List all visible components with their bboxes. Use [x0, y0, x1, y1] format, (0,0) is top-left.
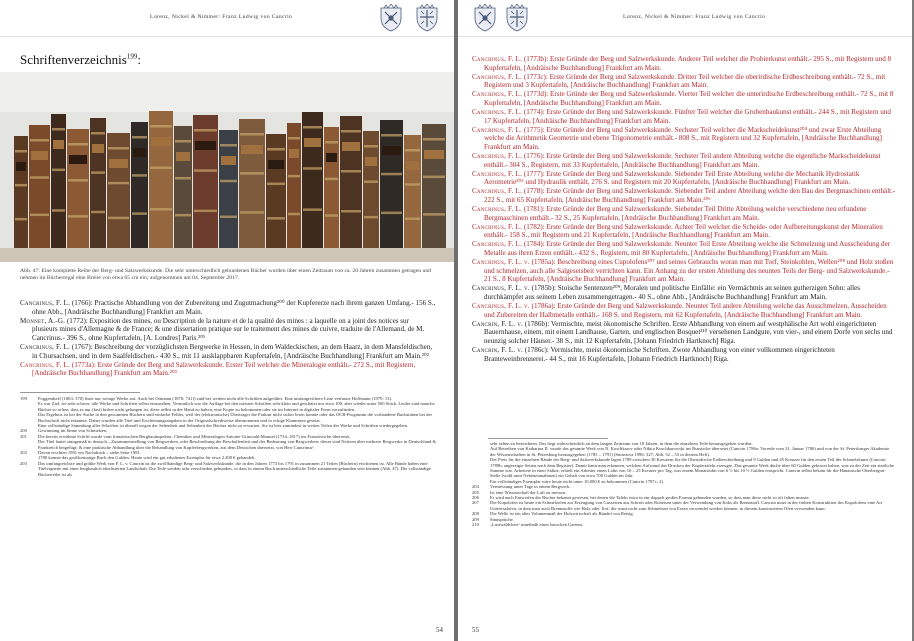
footnote-text: Die bereits erwähnte Schrift wurde vom französischen Bergbauinspektor, Chemiker und Mineralogen Antoine-Grimoald Monnet (1734–1817) ins Französische übersetzt.: [38, 433, 351, 439]
bibliography-list: [20, 299, 436, 378]
entry-author: Cancrinus, F. L. v.: [472, 302, 530, 311]
spine-band: [341, 210, 361, 213]
coat-of-arms-icon: [414, 4, 440, 32]
spine-label: [326, 153, 337, 162]
footnote: [20, 401, 440, 412]
entry-text: (1767): Beschreibung der vorzüglichsten Bergwerke in Hessen, in dem Waldeckischen, an dem Haarz, in dem Mansfeldischen, in Chursachsen, und in dem Saalfeldischen.- 430 S., mit 11 ausklappbaren Kupfertafeln, [Andräische Buchhandlung] Frankfurt am Main.²⁰²: [32, 342, 433, 360]
footnote-text: Der Titel lautet sinngemäß in deutsch: „Zusammenstellung von Bergwerken, oder Beschreibung der Beschaffenheit und der Bedeutung von Bergwerken: dieser sind Notizen über mehrere Bergwerke in Deutschland & Frankreich beigefügt; & eine praktische Abhandlung über die Behandlung von Kupferbergwerken, aus dem Deutschen übersetzt, von Herr Cancrinus“.: [38, 439, 437, 450]
footnote-number: 201: [20, 433, 27, 439]
bibliography-entry: [472, 223, 896, 240]
spine-band: [303, 208, 322, 211]
coat-of-arms-icon: [378, 4, 404, 32]
bibliography-entry: [472, 320, 896, 346]
footnote-number: 210: [472, 522, 479, 528]
spine-band: [175, 177, 191, 180]
spine-band: [68, 143, 88, 146]
footnote-text: Das Ergebnis ist bei der Suche in den gescannten Büchern sind einfache Fehler, weil der (elektronische) Übertrager die Fraktur nicht sicher lesen konnte oder das OCR-Programm die vorhandene Buchstaben bei der Buchschrift nicht erkannte. Daher wurden alle Titel und Erscheinungsangaben in der Originalschreibweise übernommen und in eckige Klammern gesetzt.: [38, 412, 433, 423]
footnote-number: 203: [20, 460, 27, 466]
spine-label: [365, 157, 377, 166]
spine-band: [341, 170, 361, 173]
spine-label: [31, 151, 48, 160]
spine-band: [132, 136, 147, 139]
spine-band: [52, 128, 65, 131]
entry-text: (1781): Erste Gründe der Berg und Salzwerkskunde. Siebender Teil Dritte Abteilung welche verschiedene neu erfundene Bergmaschinen enthält.- 32 S., 25 Kupfertafeln, [Andräische Buchhandlung] Frankfurt am Main.: [484, 205, 867, 222]
footnote-number: 204: [472, 484, 479, 490]
running-head: Lorenz, Nickel & Nimmer: Franz Ludwig von Cancrin: [623, 14, 766, 20]
spine-label: [241, 145, 263, 154]
spine-band: [341, 130, 361, 133]
entry-author: Cancrinus, F. L.: [472, 125, 523, 134]
book-spine: [380, 120, 403, 248]
bibliography-entry: [472, 170, 896, 187]
spine-band: [288, 137, 300, 140]
bibliography-list: [472, 55, 896, 364]
footnote-number: 209: [472, 516, 479, 522]
bookshelf-photo: [0, 72, 454, 262]
spine-band: [15, 184, 27, 187]
book-spine: [340, 116, 362, 248]
spine-label: [289, 149, 299, 158]
spine-band: [68, 215, 88, 218]
spine-label: [69, 155, 87, 164]
entry-author: Cancrinus, F. L.: [20, 299, 71, 307]
entry-author: Cancrinus, F. L. v.: [472, 258, 530, 267]
bibliography-entry: [20, 299, 436, 316]
book-spine: [302, 112, 323, 248]
spine-label: [221, 156, 236, 165]
footnote-text: Er wird auch Entwerfen der Bücher bekannt gewesen, bei denen die Tafeln extra in ein doppelt großes Format gebunden wurden, so dass man diese nicht so oft falten musste.: [490, 495, 810, 501]
footnote-text: Der Preis für die einzelnen Bände der Berg- und Salzwerkskunde lagen 1789 zwischen 30 Kreuzern für die Oberirdische Erdbeschreibung und 9 Gulden und 45 Kreuzer für den ersten Teil der Schmelzkunst (Cancrin 1789b: angezeigte Seiten nach dem Register). Damit kann man erkennen, welchen Aufwand das Drucken der Kupfertafeln erzeugte. Das gesamte Werk dürfte über 60 Gulden gekostet haben, was zu der Zeit ein stattliche Summe war. Arbeitete in einer Saline, erhielt ein Arbeiter einen Lohn von 16 – 25 Kreuzer pro Tag, was einem Monatslohn von 6 ½ bis 10 ½ Gulden entspricht. Cancrin selbst bekam für die Hanauische Oberbergrat-Stelle (wohl samt Nebeneinnahmen) ein Gehalt von etwa 700 Gulden im Jahr.: [490, 457, 895, 479]
entry-text: (1772): Exposition des mines, ou Description de la nature et de la qualité des mines : a laquelle on a joint des notices sur plusieurs mines d'Allemagne & de France; & une dissertation pratique sur le traitement des mines de cuivre, traduite de l'Allemand, de M. Cancrinus.- 396 S., ohne Kupfertafeln, [A. Londres] Paris.²⁰¹: [32, 316, 425, 342]
footnote-text: Auf Betreiben von Katharina II. wurde das gesamte Werk von N. Koschkarov oder Nikita Koschkarowski ins Russische übersetzt (Cancrin 1786a: Vorrede vom 31. Januar 1786) und von der St. Petersburger Akademie der Wissenschaften in St. Petersburg herausgegeben (1785 – 1791) (Smirnova 1996: 327; Abb. 52 – 53 in diesem Heft).: [490, 446, 890, 457]
running-head: Lorenz, Nickel & Nimmer: Franz Ludwig von Cancrin: [150, 14, 293, 20]
entry-author: Cancrin, F. L. v.: [472, 346, 524, 355]
spine-band: [423, 176, 445, 179]
spine-band: [381, 212, 402, 215]
spine-band: [220, 180, 237, 183]
coat-of-arms-icon: [504, 4, 530, 32]
footnote: [20, 412, 440, 423]
spine-band: [325, 214, 338, 217]
spine-band: [405, 149, 420, 152]
spine-label: [382, 146, 401, 155]
entry-text: (1773c): Erste Gründe der Berg und Salzwerkskunde. Dritter Teil welcher die oberirdische Erdbeschreibung enthält.- 72 S., mit Registern und 3 Kupfertafeln, [Andräische Buchhandlung] Frankfurt am Main.: [484, 72, 886, 90]
spine-band: [288, 175, 300, 178]
spine-band: [220, 144, 237, 147]
spine-band: [68, 179, 88, 182]
spine-band: [381, 173, 402, 176]
spine-band: [240, 172, 264, 175]
entry-text: (1786a): Erste Gründe der Berg und Salzwerkskunde. Neunter Teil andere Abteilung welche das Ausschmelzen, Ausscheiden und Zubereiten der Halbmetalle enthält.- 168 S. und Registern, mit 62 Kupfertafeln, [Andräische Buchhandlung] Frankfurt am Main.: [484, 302, 887, 319]
footnote-text: Poggendorff (1863: 370) listet nur wenige Werke auf. Auch bei Ottmann (1876: 741f) sind bei weitem nicht alle Schriften aufgeführt. Eine umfangreichere Liste verfasste Hoffmann (1979: 13).: [38, 396, 393, 401]
book-spine: [239, 119, 265, 248]
entry-text: (1785b): Stoische Sentenzen²⁰⁹, Moralen und politische Einfälle: ein Vermächtnis an seinen gutherzigen Sohn: alles durchkämpfet aus seinem Leben zusammengetragen.- 40 S., ohne Abb., [Andräische Buchhandlung] Frankfurt am Main.: [484, 284, 861, 302]
bibliography-entry: [472, 90, 896, 107]
entry-text: (1782): Erste Gründe der Berg und Salzwerkskunde. Achter Teil welcher die Scheide- oder Aufbereitungskunst der Mineralien enthält.- 158 S., mit Registern und 21 Kupfertafeln, [Andräische Buchhandlung] Frankfurt am Main.: [484, 222, 883, 240]
section-title: Schriftenverzeichnis$^{199}$:: [20, 52, 141, 67]
book-spine: [67, 129, 89, 248]
spine-label: [53, 140, 64, 149]
spine-label: [406, 161, 419, 170]
entry-author: Cancrinus, F. L.: [20, 360, 71, 369]
entry-text: (1784): Erste Gründe der Berg und Salzwerkskunde. Neunter Teil Erste Abteilung welche die Schmelzung und Ausscheidung der Metalle aus ihren Erzen enthält.- 432 S., Registern, mit 80 Kupfertafeln, [Andräische Buchhandlung] Frankfurt am Main.: [484, 240, 891, 258]
bibliography-entry: [20, 361, 436, 378]
footnote: [20, 439, 440, 450]
entry-text: (1773a): Erste Gründe der Berg und Salzwerkskunde. Erster Teil welcher die Mineralogie enthält.- 272 S., mit Registern, [Andräische Buchhandlung] Frankfurt am Main.²⁰³: [32, 360, 416, 378]
entry-author: Cancrinus, F. L.: [472, 72, 523, 81]
figure-caption: Abb. 47: Eine komplette Reihe der Berg- und Salzwerkskunde. Die sehr unterschiedlich gebundenen Bücher wurden über einen Zeitraum von ca. 20 Jahren zusammen getragen und nehmen im Bücherregal eine Breite von etwa 65 cm ein; aufgenommen am 04. September 2017.: [20, 268, 432, 282]
footnotes: [472, 441, 896, 528]
spine-band: [303, 167, 322, 170]
bibliography-entry: [472, 152, 896, 169]
entry-text: (1774): Erste Gründe der Berg und Salzwerkskunde. Fünfter Teil welcher die Grubenbaukunst enthält.- 244 S., mit Registern und 17 Kupfertafeln, [Andräische Buchhandlung] Frankfurt am Main.: [484, 108, 891, 125]
entry-text: (1786b): Vermischte, meist ökonomische Schriften. Erste Abhandlung von einem auf westphälische Art wohl eingerichteten Bauernhause, einem, mit einem Landhause, Garten, und englischen Bosquet²¹⁰ versehenen Landgute, von vier-, und einem Dorfe von sechs und neunzig solcher Häuser.- 38 S., mit 12 Kupfertafeln, [Johann Friedrich Hartknoch] Riga.: [484, 319, 893, 345]
footnote-text: Ist eine Wissenschaft der Luft zu messen.: [490, 489, 567, 495]
book-spine: [107, 133, 130, 248]
footnote-text: Eine vollständige Sammlung aller Schriften ist überall wegen der Seltenheit und Seltenheit der Bücher nicht zu erwarten. Sie ist hier zumindest in weiten Teilen der Werke und Schriften wiedergegeben.: [38, 423, 409, 429]
footnote-text: sehr selten zu bezeichnen. Das liegt wahrscheinlich an dem langen Zeitraum von 18 Jahren, in dem die einzelnen Teile herausgegeben wurden.: [490, 441, 753, 446]
spine-band: [15, 218, 27, 221]
entry-author: Cancrinus, F. L.: [472, 169, 523, 178]
footnote-rule: [20, 392, 140, 393]
entry-author: Monnet, A.-G.: [20, 316, 66, 325]
bibliography-entry: [20, 317, 436, 343]
footnote-number: 206: [472, 495, 479, 501]
footnote-text: Sinnsprüche.: [490, 516, 514, 522]
footnote-ref: 199: [126, 52, 138, 61]
bibliography-entry: [472, 258, 896, 284]
spine-band: [364, 180, 378, 183]
footnote-number: 205: [472, 489, 479, 495]
bibliography-entry: [472, 126, 896, 152]
spine-band: [150, 167, 172, 170]
footnote-number: 200: [20, 428, 27, 434]
footnote-text: „Lustwäldchen“ innerhalb eines barocken Gartens.: [490, 522, 584, 528]
footnote: [472, 457, 896, 479]
bibliography-entry: [472, 284, 896, 301]
spine-band: [91, 132, 105, 135]
spine-band: [288, 213, 300, 216]
spine-band: [15, 150, 27, 153]
footnote-text: Vermessung unter Tage in einem Bergwerk.: [490, 484, 571, 490]
spine-label: [195, 141, 216, 150]
footnote-text: 1780 konnte das großformatige Buch den Gulden. Heute wird ein gut erhaltenes Exemplar für etwa 2.200 € gehandelt.: [38, 455, 256, 461]
spine-band: [267, 183, 285, 186]
spine-label: [16, 162, 26, 171]
spine-label: [268, 160, 284, 169]
spine-band: [194, 210, 217, 213]
spine-band: [194, 129, 217, 132]
entry-text: (1777): Erste Gründe der Berg und Salzwerkskunde. Siebender Teil Erste Abteilung welche die Mechanik Hydrostatik Aerometrie²⁰⁵ und Hydraulik enthält, 276 S. und Registern mit 20 Kupfertafeln, [Andräische Buchhandlung] Frankfurt am Main.: [484, 169, 860, 187]
header-rule: [0, 36, 454, 37]
spine-band: [405, 183, 420, 186]
footnote-text: Der Kupolofen ist heute ein Schmelzofen zur Erzeugung von Gusseisen aus Schrott oder Roheisen unter der Verwendung von Koks als Brennstoff. Cancrin nutzt in der frühen Konstruktion des Kupolofens eine Art Universalofen, in dem man auch Brennstoffe wie Holz oder Torf, die sonst nicht zum Schmelzen von Erzen verwendet werden können, in diesem konstruierten Ofen verwenden kann.: [490, 500, 883, 511]
entry-author: Cancrinus, F. L.: [472, 187, 523, 196]
spine-band: [150, 125, 172, 128]
book-spine: [29, 125, 50, 248]
bibliography-entry: [472, 55, 896, 72]
entry-author: Cancrinus, F. L.: [472, 222, 523, 231]
spine-band: [150, 208, 172, 211]
book-spine: [193, 115, 218, 248]
footnote-number: 199: [20, 396, 27, 401]
bibliography-entry: [20, 343, 436, 360]
footnote: [472, 500, 896, 511]
spine-band: [220, 216, 237, 219]
footnote-number: 207: [472, 500, 479, 506]
spine-band: [30, 214, 49, 217]
entry-text: (1785a): Beschreibung eines Cupolofens²⁰⁷ und seines Gebrauchs woran man mit Torf, Steinkohlen, Wellen²⁰⁸ und Holz stoßen und schmelzen, auch alle Salgeseisbeit verrichten kann. Ein Anhang zu der ersten Abteilung des neunten Teils der Berg- und Salzwerkskunde.- 21 S., 8 Kupfertafeln, [Andräische Buchhandlung] Frankfurt am Main.: [484, 258, 894, 284]
spine-band: [267, 148, 285, 151]
spine-band: [175, 140, 191, 143]
entry-text: (1775): Erste Gründe der Berg und Salzwerkskunde. Sechster Teil welcher die Markscheidekunst²⁰⁴ und zwar Erste Abteilung welche die Arithmetik Geometrie und ebene Trigonometrie enthält.- 808 S., mit Registern und 32 Kupfertafeln, [Andräische Buchhandlung] Frankfurt am Main.: [484, 125, 882, 151]
spine-band: [52, 169, 65, 172]
entry-text: (1776): Erste Gründe der Berg und Salzwerkskunde. Sechster Teil andere Abteilung welche die eigentliche Markscheidekunst enthält.- 304 S., Registern, mit 33 Kupfertafeln, [Andräische Buchhandlung] Frankfurt am Main.: [484, 152, 881, 169]
footnote-text: Die Welle ist ein altes Volumenmaß der Holzwirtschaft als Bündel von Reisig.: [490, 511, 634, 517]
footnote-text: Davon erschien 1981 ein Nachdruck – siehe Seite 1981.: [38, 450, 141, 456]
footnotes: [20, 396, 440, 477]
footnote-text: Das umfangreichste und größte Werk von F. L. v. Cancrin ist die zwölfbändige Berg- und Salzwerkskunde, die in den Jahren 1773 bis 1791 in zusammen 21 Teilen (Büchern) erschienen ist. Alle Bände haben eine Titelvignette mit einer bergbaulich idealisierten Landschaft. Die Teile werden sehr verschieden gebunden, so dass in einem Buch unterschiedliche Teile zusammen gebunden sein können (Abb. 47). Die vollständige Bücherreihe ist als: [38, 460, 431, 477]
spine-band: [423, 138, 445, 141]
spine-band: [30, 139, 49, 142]
entry-text: (1773d): Erste Gründe der Berg und Salzwerkskunde. Vierter Teil welcher die unterirdische Erdbeschreibung enthält.- 72 S., mit 8 Kupfertafeln, [Andräische Buchhandlung] Frankfurt am Main.: [484, 90, 894, 107]
page-number: 55: [472, 626, 479, 634]
spine-label: [176, 152, 190, 161]
spine-label: [92, 144, 104, 153]
entry-author: Cancrin, F. L. v.: [472, 319, 524, 328]
entry-author: Cancrinus, F. L. v.: [472, 284, 530, 293]
entry-author: Cancrinus, F. L.: [472, 55, 523, 63]
spine-band: [267, 217, 285, 220]
entry-author: Cancrinus, F. L.: [472, 205, 523, 214]
bibliography-entry: [472, 73, 896, 90]
page-number: 54: [436, 626, 443, 634]
spine-label: [424, 150, 444, 159]
spine-band: [381, 134, 402, 137]
entry-text: (1773b): Erste Gründe der Berg und Salzwerkskunde. Anderer Teil welcher die Probierkunst enthält.- 295 S., mit Registern und 8 Kupfertafeln, [Andräische Buchhandlung] Frankfurt am Main.: [484, 55, 892, 72]
footnote: [472, 522, 896, 527]
spine-band: [303, 126, 322, 129]
spine-band: [108, 147, 129, 150]
spine-label: [342, 142, 360, 151]
spine-band: [132, 212, 147, 215]
book-spine: [324, 127, 339, 248]
footnote: [472, 446, 896, 457]
coat-of-arms-icon: [472, 4, 498, 32]
bibliography-entry: [472, 205, 896, 222]
entry-author: Cancrinus, F. L.: [472, 90, 523, 99]
bibliography-entry: [472, 240, 896, 257]
spine-label: [133, 148, 146, 157]
spine-band: [91, 211, 105, 214]
spine-band: [240, 211, 264, 214]
spine-band: [132, 174, 147, 177]
left-page: [0, 0, 454, 641]
bibliography-entry: [472, 302, 896, 319]
footnote-number: 208: [472, 511, 479, 517]
footnote-rule: [488, 438, 608, 439]
footnote-number: 202: [20, 450, 27, 456]
book-spine: [174, 126, 192, 248]
footnote-text: Gewinnung im Sinne von Schmelzen.: [38, 428, 108, 434]
entry-text: (1778): Erste Gründe der Berg und Salzwerkskunde. Siebender Teil andere Abteilung welche den Bau des Bergmaschinen enthält.- 222 S., mit 65 Kupfertafeln, [Andräische Buchhandlung] Frankfurt am Main.²⁰⁶: [484, 187, 896, 204]
spine-band: [364, 216, 378, 219]
book-spine: [363, 131, 379, 248]
book-spine: [131, 122, 148, 248]
header-rule: [458, 36, 912, 37]
spine-band: [240, 133, 264, 136]
bibliography-entry: [472, 187, 896, 204]
spine-band: [91, 171, 105, 174]
entry-author: Cancrinus, F. L.: [472, 240, 523, 249]
spine-band: [52, 209, 65, 212]
right-page: [458, 0, 912, 641]
book-spine: [219, 130, 238, 248]
entry-author: Cancrinus, F. L.: [472, 152, 523, 161]
spine-label: [151, 137, 171, 146]
spine-band: [108, 217, 129, 220]
spine-band: [175, 214, 191, 217]
footnote: [20, 461, 440, 477]
footnote-text: Ein vollständiges Exemplar wäre heute nicht unter 10.000 € zu bekommen (Cancrin 1787c: 2).: [490, 478, 665, 484]
spine-band: [108, 182, 129, 185]
spine-band: [405, 217, 420, 220]
book-spine: [90, 118, 106, 248]
book-spine: [287, 123, 301, 248]
spine-band: [194, 169, 217, 172]
spine-label: [304, 138, 321, 147]
book-spine: [422, 124, 446, 248]
bibliography-entry: [472, 346, 896, 363]
spine-band: [423, 213, 445, 216]
entry-author: Cancrinus, F. L.: [20, 342, 71, 351]
spine-band: [364, 145, 378, 148]
bibliography-entry: [472, 108, 896, 125]
book-spine: [14, 136, 28, 248]
book-spine: [404, 135, 421, 248]
entry-text: (1786c): Vermischte, meist ökonomische Schriften. Zwote Abhandlung von einer vollkommen eingerichteten Branteweinbrennerei.- 44 S., mit 16 Kupfertafeln, [Johann Friedrich Hartknoch] Riga.: [484, 346, 835, 363]
book-spine: [51, 114, 66, 248]
spine-band: [30, 176, 49, 179]
spine-band: [325, 178, 338, 181]
entry-author: Cancrinus, F. L.: [472, 108, 523, 117]
entry-text: (1766): Practische Abhandlung von der Zubereitung und Zugutmachung²⁰⁰ der Kupfererze nach ihrem ganzen Umfang.- 156 S., ohne Abb., [Andräische Buchhandlung] Frankfurt am Main.: [32, 299, 436, 316]
spine-label: [109, 159, 128, 168]
spine-band: [325, 141, 338, 144]
footnote-text: Es war Ziel, sie sehr schwer, alle Werke und Schriften selbst einzusehen. Vermutlich war die Auflage bei den meisten Schriften sehr klein und geschätzt nur etwa 100, aber wieder unter 500 Stück. Leider sind manche Bücher so selten, dass es nur (fast) bisher nicht gelungen ist, diese selbst in der Hand zu halten, eine Kopie zu bekommen oder sie im Internet in digitaler Form vorzufinden.: [38, 401, 435, 412]
book-spine: [266, 134, 286, 248]
book-spine: [149, 111, 173, 248]
